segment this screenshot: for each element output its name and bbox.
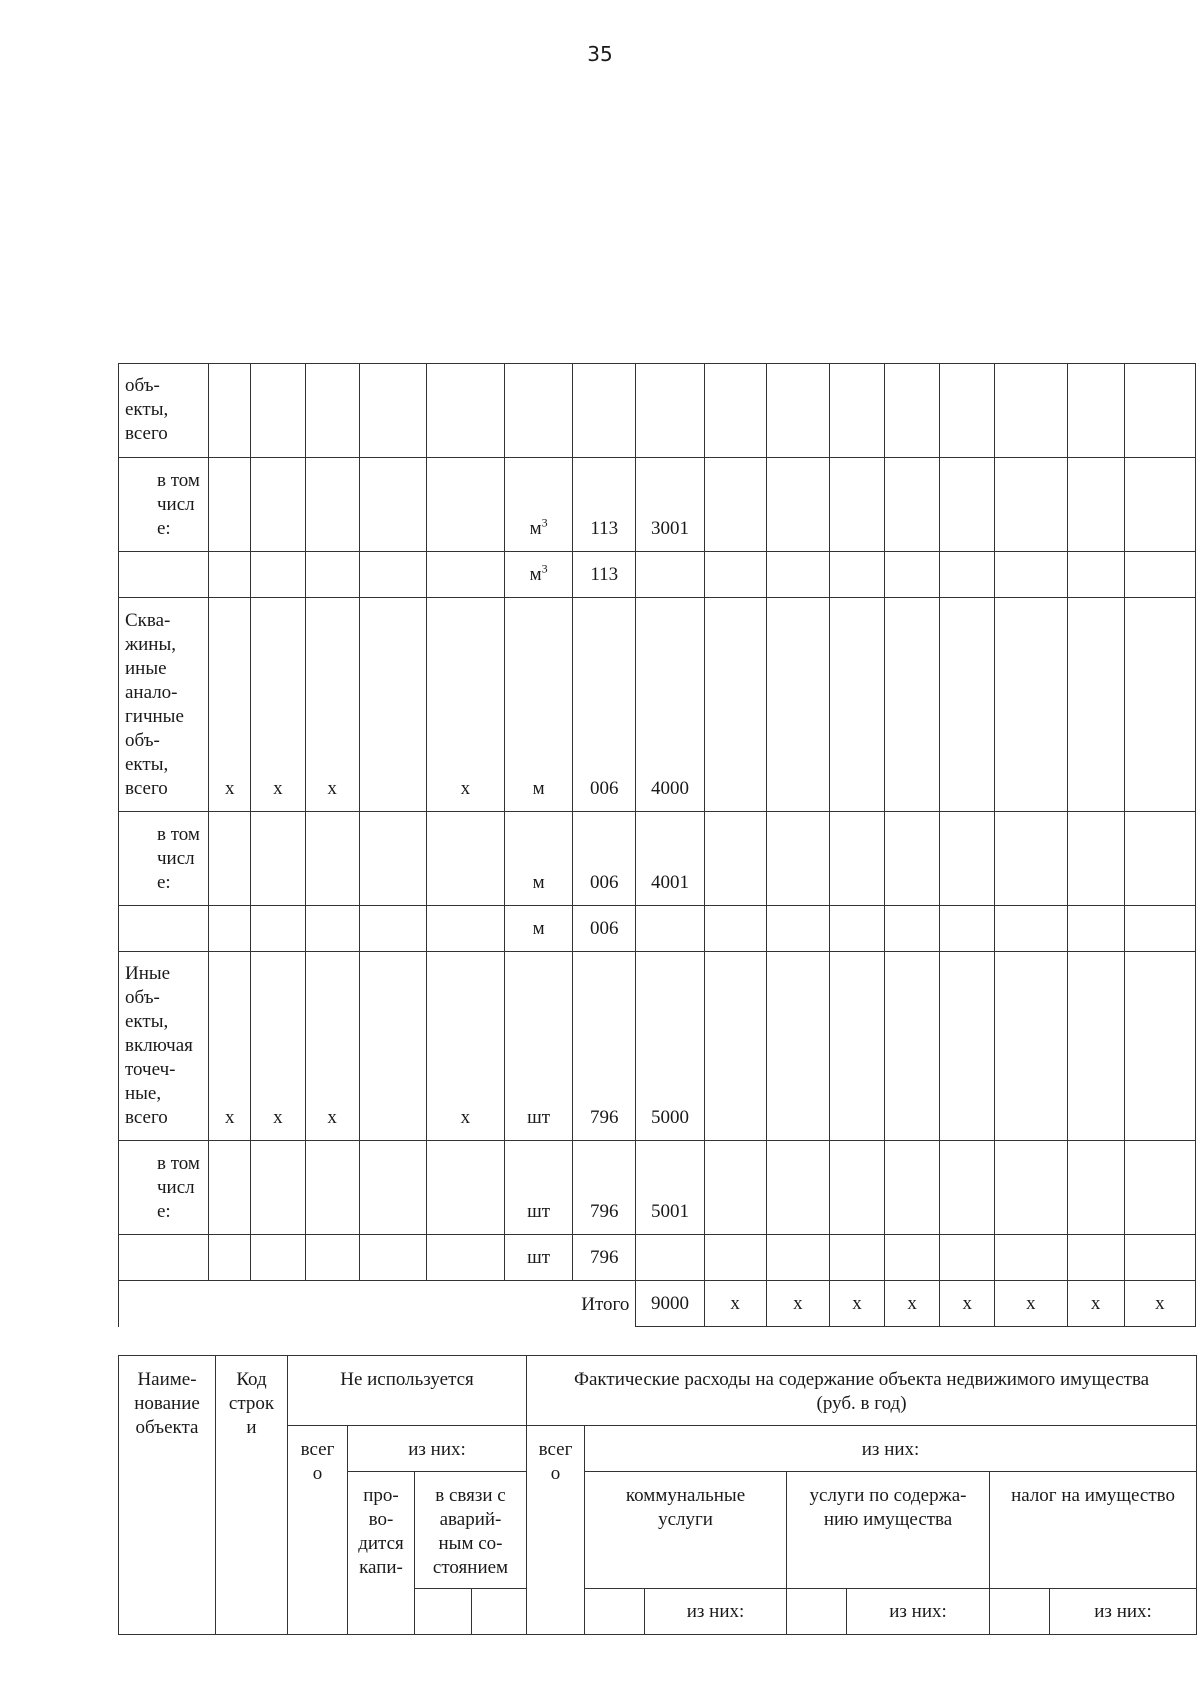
line-code-cell xyxy=(636,552,704,598)
value-cell xyxy=(995,1141,1067,1235)
value-cell xyxy=(995,952,1067,1141)
value-cell xyxy=(829,458,884,552)
value-cell xyxy=(829,906,884,952)
mark-cell: х xyxy=(251,598,305,812)
unit-text: шт xyxy=(527,1247,551,1268)
unit-text: м xyxy=(532,778,545,799)
mark-cell xyxy=(209,1235,251,1281)
mark-cell xyxy=(426,1141,504,1235)
value-cell xyxy=(1124,952,1195,1141)
mark-cell xyxy=(426,812,504,906)
value-cell xyxy=(995,598,1067,812)
mark-cell xyxy=(209,812,251,906)
mark-cell xyxy=(426,364,504,458)
value-cell xyxy=(885,458,940,552)
value-cell xyxy=(766,1235,829,1281)
okei-code-cell: 796 xyxy=(573,1235,636,1281)
value-cell xyxy=(940,364,995,458)
okei-code-cell: 796 xyxy=(573,952,636,1141)
mark-cell xyxy=(426,906,504,952)
value-cell xyxy=(829,1235,884,1281)
unit-text: шт xyxy=(527,1201,551,1222)
total-mark-cell: х xyxy=(829,1281,884,1327)
mark-cell xyxy=(359,598,426,812)
mark-cell xyxy=(426,552,504,598)
value-cell xyxy=(1067,598,1124,812)
object-name-cell: в том числ е: xyxy=(119,812,209,906)
mark-cell xyxy=(251,1141,305,1235)
value-cell xyxy=(995,812,1067,906)
header-unused-of-them: из них: xyxy=(348,1426,527,1472)
header-property-tax: налог на имущество xyxy=(990,1472,1197,1589)
header-utilities: коммунальные услуги xyxy=(585,1472,787,1589)
value-cell xyxy=(829,952,884,1141)
value-cell xyxy=(1124,812,1195,906)
total-mark-cell: х xyxy=(885,1281,940,1327)
row-item xyxy=(119,552,1196,598)
mark-cell: х xyxy=(426,952,504,1141)
object-name-cell: в том числ е: xyxy=(119,458,209,552)
mark-cell xyxy=(359,364,426,458)
empty-cell xyxy=(472,1589,527,1635)
value-cell xyxy=(704,1141,766,1235)
value-cell xyxy=(940,1141,995,1235)
header-under-repair: про- во- дится капи- xyxy=(348,1472,415,1635)
unit-text: шт xyxy=(527,1107,551,1128)
unit-text: м xyxy=(529,518,542,539)
value-cell xyxy=(704,552,766,598)
value-cell xyxy=(1067,906,1124,952)
value-cell xyxy=(1124,598,1195,812)
mark-cell xyxy=(359,1141,426,1235)
header-not-used: Не используется xyxy=(288,1356,527,1426)
value-cell xyxy=(1067,1235,1124,1281)
value-cell xyxy=(940,906,995,952)
row-total xyxy=(119,1281,1196,1327)
line-code-cell: 5001 xyxy=(636,1141,704,1235)
value-cell xyxy=(995,458,1067,552)
value-cell xyxy=(1067,364,1124,458)
mark-cell xyxy=(359,906,426,952)
unit-text: м xyxy=(532,918,545,939)
mark-cell xyxy=(209,906,251,952)
value-cell xyxy=(1124,552,1195,598)
value-cell xyxy=(885,364,940,458)
row-item xyxy=(119,1235,1196,1281)
empty-cell xyxy=(585,1589,645,1635)
row-incl xyxy=(119,458,1196,552)
total-mark-cell: х xyxy=(1067,1281,1124,1327)
value-cell xyxy=(766,364,829,458)
object-name-cell xyxy=(119,1235,209,1281)
unit-cell xyxy=(505,598,573,812)
mark-cell: х xyxy=(305,598,359,812)
value-cell xyxy=(995,906,1067,952)
value-cell xyxy=(995,552,1067,598)
unit-cell xyxy=(505,1235,573,1281)
value-cell xyxy=(704,1235,766,1281)
header-maintenance-services: услуги по содержа- нию имущества xyxy=(787,1472,990,1589)
mark-cell xyxy=(209,552,251,598)
object-name-cell: в том числ е: xyxy=(119,1141,209,1235)
total-line-code: 9000 xyxy=(636,1281,704,1327)
mark-cell: х xyxy=(251,952,305,1141)
empty-cell xyxy=(415,1589,472,1635)
header-tax-of-them: из них: xyxy=(1050,1589,1197,1635)
row-wells-total xyxy=(119,598,1196,812)
value-cell xyxy=(940,458,995,552)
object-name-cell: Иные объ- екты, включая точеч- ные, всего xyxy=(119,952,209,1141)
unit-superscript: 3 xyxy=(541,561,548,576)
header-expenses-total: всег о xyxy=(527,1426,585,1635)
mark-cell xyxy=(251,458,305,552)
mark-cell xyxy=(209,364,251,458)
total-mark-cell: х xyxy=(704,1281,766,1327)
mark-cell xyxy=(305,812,359,906)
expenses-header-table xyxy=(118,1355,1197,1635)
mark-cell xyxy=(305,364,359,458)
value-cell xyxy=(829,812,884,906)
mark-cell xyxy=(305,906,359,952)
value-cell xyxy=(704,906,766,952)
empty-cell xyxy=(990,1589,1050,1635)
unit-superscript: 3 xyxy=(541,515,548,530)
value-cell xyxy=(995,1235,1067,1281)
total-label: Итого xyxy=(119,1281,636,1327)
total-mark-cell: х xyxy=(995,1281,1067,1327)
row-incl xyxy=(119,1141,1196,1235)
value-cell xyxy=(766,458,829,552)
row-objects-total xyxy=(119,364,1196,458)
mark-cell xyxy=(251,364,305,458)
okei-code-cell xyxy=(573,364,636,458)
value-cell xyxy=(704,812,766,906)
value-cell xyxy=(766,906,829,952)
value-cell xyxy=(940,952,995,1141)
value-cell xyxy=(1124,1141,1195,1235)
mark-cell xyxy=(251,552,305,598)
value-cell xyxy=(885,598,940,812)
mark-cell xyxy=(251,906,305,952)
okei-code-cell: 006 xyxy=(573,812,636,906)
mark-cell xyxy=(359,952,426,1141)
header-row-code: Код строк и xyxy=(216,1356,288,1635)
mark-cell: х xyxy=(209,952,251,1141)
unit-text: м xyxy=(532,872,545,893)
mark-cell xyxy=(426,1235,504,1281)
value-cell xyxy=(1067,458,1124,552)
mark-cell xyxy=(209,1141,251,1235)
value-cell xyxy=(704,364,766,458)
mark-cell xyxy=(426,458,504,552)
unit-cell xyxy=(505,552,573,598)
value-cell xyxy=(829,552,884,598)
row-other-objects-total xyxy=(119,952,1196,1141)
value-cell xyxy=(829,598,884,812)
value-cell xyxy=(1124,1235,1195,1281)
value-cell xyxy=(885,1141,940,1235)
value-cell xyxy=(940,812,995,906)
value-cell xyxy=(885,552,940,598)
line-code-cell: 4001 xyxy=(636,812,704,906)
object-name-cell: Сква- жины, иные анало- гичные объ- екты, всего xyxy=(119,598,209,812)
mark-cell xyxy=(305,458,359,552)
value-cell xyxy=(1067,552,1124,598)
value-cell xyxy=(885,812,940,906)
line-code-cell: 3001 xyxy=(636,458,704,552)
mark-cell xyxy=(359,458,426,552)
value-cell xyxy=(1067,1141,1124,1235)
mark-cell: х xyxy=(426,598,504,812)
total-mark-cell: х xyxy=(766,1281,829,1327)
total-mark-cell: х xyxy=(1124,1281,1195,1327)
unit-cell xyxy=(505,952,573,1141)
header-expenses-of-them: из них: xyxy=(585,1426,1197,1472)
total-mark-cell: х xyxy=(940,1281,995,1327)
okei-code-cell: 113 xyxy=(573,552,636,598)
line-code-cell xyxy=(636,1235,704,1281)
mark-cell xyxy=(305,552,359,598)
value-cell xyxy=(885,906,940,952)
unit-cell xyxy=(505,458,573,552)
value-cell xyxy=(940,598,995,812)
value-cell xyxy=(1067,812,1124,906)
header-emergency-state: в связи с аварий- ным со- стоянием xyxy=(415,1472,527,1589)
value-cell xyxy=(766,552,829,598)
header-unused-total: всег о xyxy=(288,1426,348,1635)
mark-cell xyxy=(359,552,426,598)
header-object-name: Наиме- нование объекта xyxy=(119,1356,216,1635)
unit-cell xyxy=(505,364,573,458)
row-item xyxy=(119,906,1196,952)
value-cell xyxy=(766,812,829,906)
mark-cell: х xyxy=(305,952,359,1141)
okei-code-cell: 113 xyxy=(573,458,636,552)
header-utilities-of-them: из них: xyxy=(645,1589,787,1635)
line-code-cell xyxy=(636,906,704,952)
mark-cell xyxy=(359,1235,426,1281)
value-cell xyxy=(704,952,766,1141)
value-cell xyxy=(704,598,766,812)
mark-cell xyxy=(359,812,426,906)
mark-cell xyxy=(305,1141,359,1235)
line-code-cell: 4000 xyxy=(636,598,704,812)
okei-code-cell: 006 xyxy=(573,598,636,812)
value-cell xyxy=(1067,952,1124,1141)
unit-cell xyxy=(505,812,573,906)
header-actual-expenses: Фактические расходы на содержание объекта недвижимого имущества (руб. в год) xyxy=(527,1356,1197,1426)
value-cell xyxy=(940,1235,995,1281)
value-cell xyxy=(704,458,766,552)
line-code-cell xyxy=(636,364,704,458)
mark-cell: х xyxy=(209,598,251,812)
unit-cell xyxy=(505,906,573,952)
value-cell xyxy=(940,552,995,598)
value-cell xyxy=(766,598,829,812)
value-cell xyxy=(885,1235,940,1281)
value-cell xyxy=(766,1141,829,1235)
value-cell xyxy=(1124,364,1195,458)
mark-cell xyxy=(251,812,305,906)
value-cell xyxy=(995,364,1067,458)
mark-cell xyxy=(209,458,251,552)
mark-cell xyxy=(251,1235,305,1281)
header-maintenance-of-them: из них: xyxy=(847,1589,990,1635)
value-cell xyxy=(1124,458,1195,552)
object-name-cell xyxy=(119,552,209,598)
unit-text: м xyxy=(529,564,542,585)
line-code-cell: 5000 xyxy=(636,952,704,1141)
okei-code-cell: 006 xyxy=(573,906,636,952)
object-name-cell: объ- екты, всего xyxy=(119,364,209,458)
value-cell xyxy=(766,952,829,1141)
empty-cell xyxy=(787,1589,847,1635)
value-cell xyxy=(885,952,940,1141)
unit-cell xyxy=(505,1141,573,1235)
page-number: 35 xyxy=(587,42,613,66)
value-cell xyxy=(829,1141,884,1235)
property-objects-table xyxy=(118,363,1196,1327)
value-cell xyxy=(829,364,884,458)
value-cell xyxy=(1124,906,1195,952)
row-incl xyxy=(119,812,1196,906)
mark-cell xyxy=(305,1235,359,1281)
okei-code-cell: 796 xyxy=(573,1141,636,1235)
object-name-cell xyxy=(119,906,209,952)
